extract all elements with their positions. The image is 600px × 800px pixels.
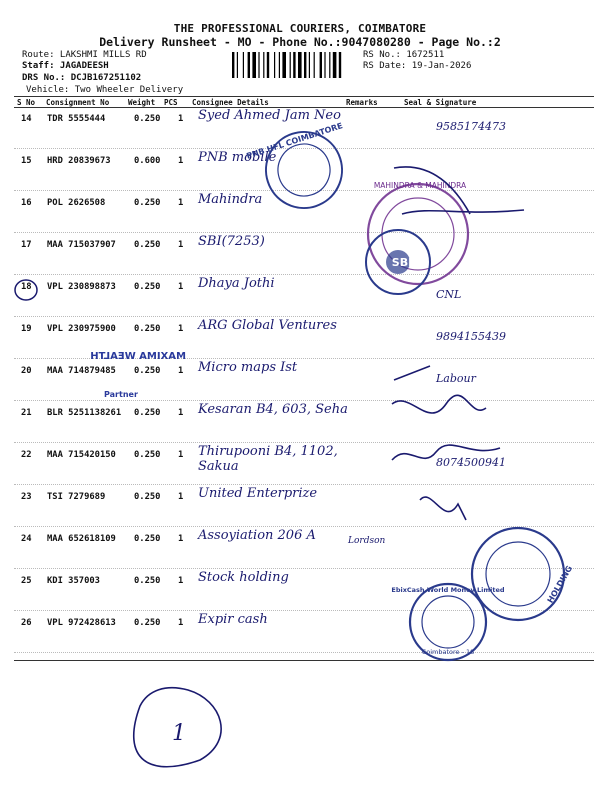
consignee-handwriting: Stock holding xyxy=(198,570,289,585)
weight-cell: 0.250 xyxy=(134,492,161,502)
consignment-cell: VPL 230898873 xyxy=(47,282,116,292)
consignment-cell: TDR 5555444 xyxy=(47,114,106,124)
sno-cell: 14 xyxy=(21,114,32,124)
pcs-cell: 1 xyxy=(178,282,184,292)
consignee-handwriting: Syed Ahmed Jam Neo xyxy=(198,108,341,123)
col-header-weight: Weight xyxy=(128,98,156,107)
pcs-cell: 1 xyxy=(178,492,184,502)
consignment-cell: TSI 7279689 xyxy=(47,492,106,502)
col-header-consignee: Consignee Details xyxy=(192,98,269,107)
col-header-pcs: PCS xyxy=(164,98,178,107)
maxima-stamp-text: MAXIMA WEALTH xyxy=(90,351,186,362)
drs-number: DRS No.: DCJB167251102 xyxy=(22,73,142,83)
staff-label: Staff: JAGADEESH xyxy=(22,61,109,71)
mahindra-stamp-text: MAHINDRA & MAHINDRA xyxy=(373,181,467,190)
signature-scribble-21 xyxy=(392,395,486,413)
pcs-cell: 1 xyxy=(178,114,184,124)
consignment-cell: VPL 230975900 xyxy=(47,324,116,334)
mahindra-stamp xyxy=(368,181,468,284)
consignee-handwriting: Mahindra xyxy=(198,192,263,207)
weight-cell: 0.250 xyxy=(134,576,161,586)
consignment-cell: KDI 357003 xyxy=(47,576,100,586)
remarks-handwriting: Lordson xyxy=(348,536,386,546)
consignment-cell: BLR 5251138261 xyxy=(47,408,122,418)
consignee-handwriting: Dhaya Jothi xyxy=(198,276,275,291)
vehicle-label: Vehicle: Two Wheeler Delivery xyxy=(26,85,184,95)
weight-cell: 0.250 xyxy=(134,618,161,628)
ebix-stamp xyxy=(391,584,505,660)
sno-cell: 17 xyxy=(21,240,32,250)
consignee-handwriting: Assoyiation 206 A xyxy=(198,528,316,543)
consignee-handwriting: Kesaran B4, 603, Seha xyxy=(198,402,348,417)
weight-cell: 0.250 xyxy=(134,534,161,544)
signature-handwriting: 8074500941 xyxy=(436,456,506,469)
weight-cell: 0.250 xyxy=(134,366,161,376)
sno-cell: 19 xyxy=(21,324,32,334)
pcs-cell: 1 xyxy=(178,450,184,460)
arrow-line-20 xyxy=(394,366,430,380)
col-header-seal: Seal & Signature xyxy=(404,98,477,107)
sno-cell: 25 xyxy=(21,576,32,586)
sno-cell: 22 xyxy=(21,450,32,460)
partner-stamp-text: Partner xyxy=(104,390,138,399)
rs-date: RS Date: 19-Jan-2026 xyxy=(363,61,472,71)
row-18-circle-mark xyxy=(15,280,37,300)
pcs-cell: 1 xyxy=(178,534,184,544)
weight-cell: 0.250 xyxy=(134,198,161,208)
weight-cell: 0.250 xyxy=(134,450,161,460)
weight-cell: 0.250 xyxy=(134,114,161,124)
consignee-handwriting: Thirupooni B4, 1102, Sakua xyxy=(198,444,338,474)
maxima-stamp xyxy=(90,351,186,399)
consignee-handwriting: Micro maps Ist xyxy=(198,360,298,375)
col-header-consignment: Consignment No xyxy=(46,98,110,107)
pcs-cell: 1 xyxy=(178,408,184,418)
consignee-handwriting: ARG Global Ventures xyxy=(198,318,337,333)
consignee-handwriting: SBI(7253) xyxy=(198,234,265,249)
weight-cell: 0.600 xyxy=(134,156,161,166)
signature-scribble-23 xyxy=(420,497,466,520)
pcs-cell: 1 xyxy=(178,324,184,334)
signature-handwriting: Labour xyxy=(436,372,476,385)
sbi-stamp-text: SBI xyxy=(391,256,413,269)
col-header-remarks: Remarks xyxy=(346,98,378,107)
sno-cell: 18 xyxy=(21,282,32,292)
weight-cell: 0.250 xyxy=(134,408,161,418)
signature-handwriting: 9894155439 xyxy=(436,330,506,343)
consignment-cell: VPL 972428613 xyxy=(47,618,116,628)
signature-handwriting: CNL xyxy=(436,288,462,301)
route-label: Route: LAKSHMI MILLS RD xyxy=(22,50,147,60)
consignment-cell: HRD 20839673 xyxy=(47,156,111,166)
company-name: THE PROFESSIONAL COURIERS, COIMBATORE xyxy=(173,22,427,35)
pnb-stamp-text: PNB HFL COIMBATORE xyxy=(245,121,344,161)
pcs-cell: 1 xyxy=(178,240,184,250)
ebix-stamp-city: Coimbatore - 18 xyxy=(421,648,475,656)
footer-mark-text: 1 xyxy=(172,721,186,746)
weight-cell: 0.250 xyxy=(134,240,161,250)
holding-stamp-text: HOLDING xyxy=(545,564,575,605)
pcs-cell: 1 xyxy=(178,198,184,208)
consignment-cell: POL 2626508 xyxy=(47,198,106,208)
holding-stamp xyxy=(472,528,574,620)
consignment-cell: MAA 714879485 xyxy=(47,366,116,376)
sno-cell: 16 xyxy=(21,198,32,208)
consignee-handwriting: PNB mobile xyxy=(198,150,277,165)
rs-number: RS No.: 1672511 xyxy=(363,50,445,60)
sno-cell: 26 xyxy=(21,618,32,628)
consignment-cell: MAA 715420150 xyxy=(47,450,116,460)
pcs-cell: 1 xyxy=(178,366,184,376)
sno-cell: 23 xyxy=(21,492,32,502)
sno-cell: 15 xyxy=(21,156,32,166)
pcs-cell: 1 xyxy=(178,576,184,586)
consignment-cell: MAA 652618109 xyxy=(47,534,116,544)
signature-scribble-22 xyxy=(392,445,500,460)
col-header-sno: S No xyxy=(17,98,36,107)
weight-cell: 0.250 xyxy=(134,282,161,292)
sno-cell: 21 xyxy=(21,408,32,418)
ebix-stamp-text: EbixCash World Money Limited xyxy=(391,586,505,594)
consignee-handwriting: United Enterprize xyxy=(198,486,318,501)
weight-cell: 0.250 xyxy=(134,324,161,334)
pcs-cell: 1 xyxy=(178,618,184,628)
signature-handwriting: 9585174473 xyxy=(436,120,506,133)
consignment-cell: MAA 715037907 xyxy=(47,240,116,250)
pcs-cell: 1 xyxy=(178,156,184,166)
sno-cell: 20 xyxy=(21,366,32,376)
pnb-stamp xyxy=(244,118,363,221)
sheet-title: Delivery Runsheet - MO - Phone No.:9047080280 - Page No.:2 xyxy=(99,35,501,49)
sno-cell: 24 xyxy=(21,534,32,544)
consignee-handwriting: Expir cash xyxy=(198,612,268,627)
